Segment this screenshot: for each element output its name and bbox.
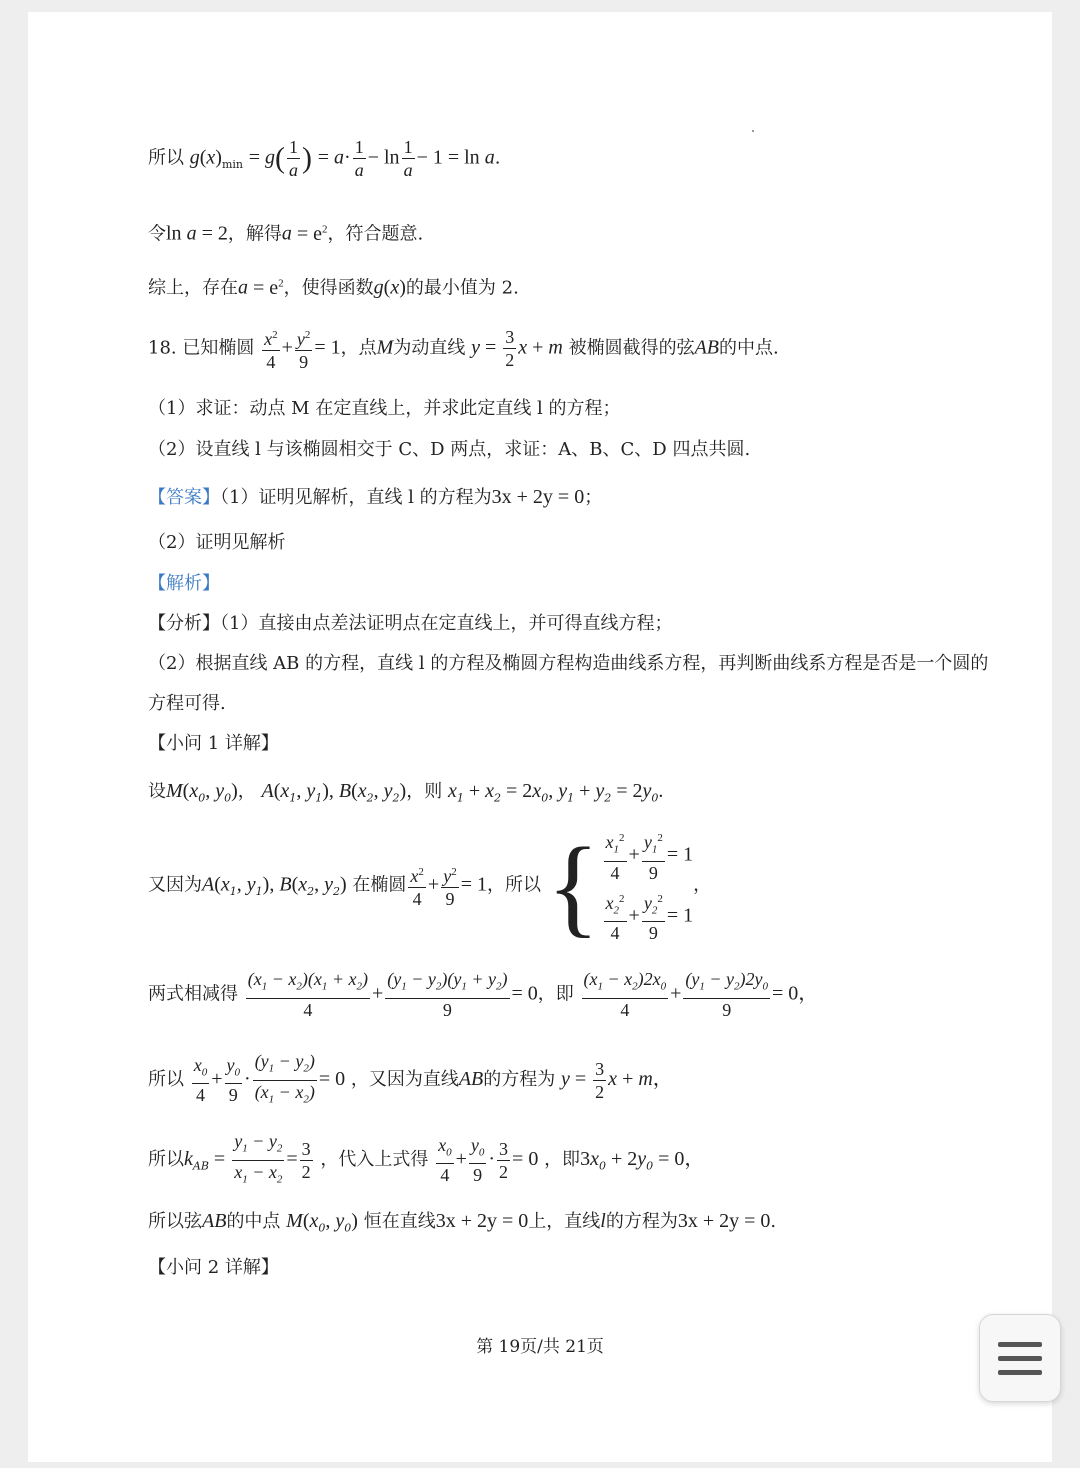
page-footer: 第 19页/共 21页 [476,1337,604,1357]
line-set-points: 设$M(x_0$, $y_0$)， $A(x_1$, $y_1$), $B(x_2$, $y_2$)，则 $x_1 + x_2 = 2x_0$, $y_1 + y_2 = 2y_0$. [148,780,664,805]
speck [752,130,754,132]
document-page [28,12,1052,1462]
line-slope: 所以$k_{AB}$ = $\frac{y_1 - y_2}{x_1 - x_2}$ = $\frac{3}{2}$ ，代入上式得 $\frac{x_0}{4}$ + $\frac{y_0}{9}$ · $\frac{3}{2}$ = 0 ，即$3x_0 + 2y_0 = 0$， [148,1131,705,1186]
line-g-min: 所以 $g(x)_{min} = g$( $\frac{1}{a}$ ) = a· $\frac{1}{a}$ − ln $\frac{1}{a}$ − 1 = ln a. [148,137,501,180]
part-2: （2）设直线 l 与该椭圆相交于 C、D 两点，求证：A、B、C、D 四点共圆. [148,439,751,460]
subq1-heading: 【小问 1 详解】 [148,733,279,754]
part-1: （1）求证：动点 M 在定直线上，并求此定直线 l 的方程； [148,398,621,419]
menu-button[interactable] [979,1314,1061,1402]
question-18: 18. 已知椭圆 $\frac{x^2}{4}$ + $\frac{y^2}{9}$ = 1，点M为动直线 y = $\frac{3}{2}$ x + m 被椭圆截得的弦AB的中点. [148,324,779,373]
line-system: 又因为$A(x_1$, $y_1$), $B(x_2$, $y_2$) 在椭圆 $\frac{x^2}{4}$ + $\frac{y^2}{9}$ = 1，所以 { $\frac{x_1^2}{4}$ + $\frac{y_1^2}{9}$ = 1 $\frac{x_2^2}{4}$ + $\frac{y_2^2}{9}$ = 1 ， [148,824,712,947]
analysis-line-2: （2）根据直线 AB 的方程，直线 l 的方程及椭圆方程构造曲线系方程，再判断曲线系方程是否是一个圆的 [148,653,989,674]
subq2-heading: 【小问 2 详解】 [148,1257,279,1278]
hamburger-line-icon [998,1356,1042,1361]
analysis-line-3: 方程可得. [148,693,226,714]
answer-line-2: （2）证明见解析 [148,532,286,553]
equation-system: { $\frac{x_1^2}{4}$ + $\frac{y_1^2}{9}$ = 1 $\frac{x_2^2}{4}$ + $\frac{y_2^2}{9}$ = 1 [546,824,694,947]
line-subtract: 两式相减得 $\frac{(x_1 - x_2)(x_1 + x_2)}{4}$ + $\frac{(y_1 - y_2)(y_1 + y_2)}{9}$ = 0，即 $\frac{(x_1 - x_2)2x_0}{4}$ + $\frac{(y_1 - y_2)2y_0}{9}$ = 0， [148,969,819,1020]
analysis-line: 【分析】（1）直接由点差法证明点在定直线上，并可得直线方程； [148,613,673,634]
hamburger-line-icon [998,1342,1042,1347]
line-so: 所以 $\frac{x_0}{4}$ + $\frac{y_0}{9}$ · $\frac{(y_1 - y_2)}{(x_1 - x_2)}$ = 0 ，又因为直线AB的方程为 y = $\frac{3}{2}$ x + m， [148,1051,673,1106]
line-final: 所以弦AB的中点 $M(x_0$, $y_0$) 恒在直线3x + 2y = 0上，直线l的方程为3x + 2y = 0. [148,1210,777,1235]
hamburger-line-icon [998,1370,1042,1375]
answer-line: 【答案】（1）证明见解析，直线 l 的方程为3x + 2y = 0； [148,486,603,508]
line-ln-a: 令ln a = 2，解得$a = e^2$，符合题意. [148,222,424,245]
jiexi-tag: 【解析】 [148,573,220,594]
line-conclusion: 综上，存在$a = e^2$，使得函数g(x)的最小值为 2. [148,276,519,299]
